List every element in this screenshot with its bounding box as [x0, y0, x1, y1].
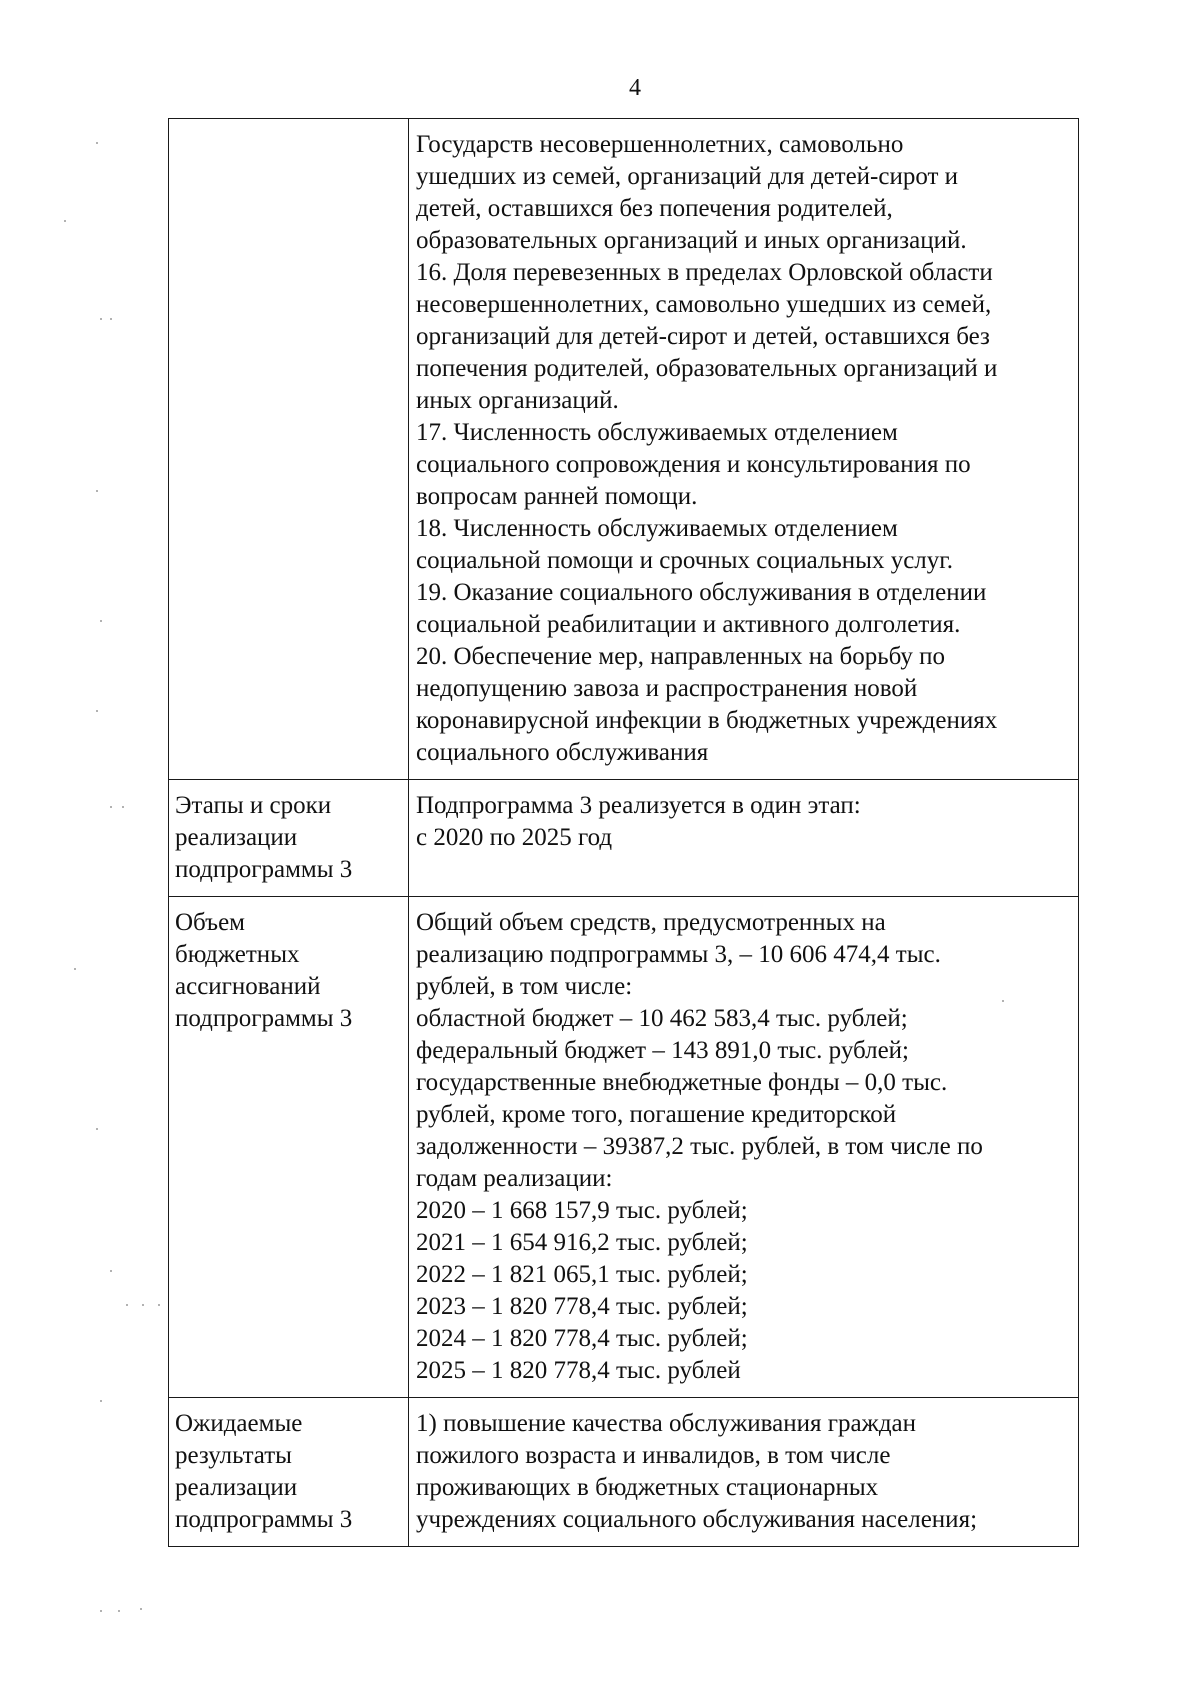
scan-speck — [140, 1608, 142, 1610]
content-line: государственные внебюджетные фонды – 0,0 тыс. — [416, 1069, 948, 1096]
content-line: рублей, в том числе: — [416, 973, 633, 1000]
content-line: образовательных организаций и иных организаций. — [416, 227, 967, 254]
content-line: 2021 – 1 654 916,2 тыс. рублей; — [416, 1229, 748, 1256]
table-row — [169, 897, 1079, 1398]
content-line: социального сопровождения и консультирования по — [416, 451, 971, 478]
content-line: попечения родителей, образовательных организаций и — [416, 355, 998, 382]
label-line: подпрограммы 3 — [175, 1506, 353, 1533]
scan-speck — [1002, 1000, 1004, 1002]
content-line: 17. Численность обслуживаемых отделением — [416, 419, 898, 446]
content-line: детей, оставшихся без попечения родителей, — [416, 195, 893, 222]
content-line: 1) повышение качества обслуживания граждан — [416, 1410, 917, 1437]
scan-speck — [142, 1304, 144, 1306]
scan-speck — [158, 1304, 160, 1306]
label-line: реализации — [175, 824, 298, 851]
label-line: бюджетных — [175, 941, 300, 968]
scan-speck — [100, 318, 102, 320]
row-label-cell — [169, 119, 409, 780]
content-line: с 2020 по 2025 год — [416, 824, 613, 851]
label-line: подпрограммы 3 — [175, 856, 353, 883]
content-line: реализацию подпрограммы 3, – 10 606 474,4 тыс. — [416, 941, 941, 968]
row-content-cell — [409, 1398, 1079, 1547]
table-row — [169, 119, 1079, 780]
scan-speck — [96, 1128, 98, 1130]
content-line: 2025 – 1 820 778,4 тыс. рублей — [416, 1357, 741, 1384]
scan-speck — [110, 806, 112, 808]
label-line: реализации — [175, 1474, 298, 1501]
row-content-cell — [409, 780, 1079, 897]
row-content-cell — [409, 897, 1079, 1398]
row-label-cell — [169, 780, 409, 897]
content-line: 16. Доля перевезенных в пределах Орловской области — [416, 259, 993, 286]
content-line: 2023 – 1 820 778,4 тыс. рублей; — [416, 1293, 748, 1320]
label-line: подпрограммы 3 — [175, 1005, 353, 1032]
scan-speck — [100, 620, 102, 622]
content-line: социального обслуживания — [416, 739, 709, 766]
content-line: проживающих в бюджетных стационарных — [416, 1474, 879, 1501]
scan-speck — [96, 710, 98, 712]
table-row — [169, 1398, 1079, 1547]
row-label-cell — [169, 1398, 409, 1547]
content-line: иных организаций. — [416, 387, 619, 414]
table-row — [169, 780, 1079, 897]
label-line: Объем — [175, 909, 245, 936]
scan-speck — [122, 806, 124, 808]
content-line: социальной реабилитации и активного долголетия. — [416, 611, 961, 638]
content-line: вопросам ранней помощи. — [416, 483, 698, 510]
scan-speck — [110, 1270, 112, 1272]
scan-speck — [100, 1610, 102, 1612]
content-line: федеральный бюджет – 143 891,0 тыс. рублей; — [416, 1037, 909, 1064]
content-line: коронавирусной инфекции в бюджетных учреждениях — [416, 707, 998, 734]
scan-speck — [64, 220, 66, 222]
content-line: 2024 – 1 820 778,4 тыс. рублей; — [416, 1325, 748, 1352]
content-line: Государств несовершеннолетних, самовольно — [416, 131, 904, 158]
scan-speck — [118, 1610, 120, 1612]
scan-speck — [96, 142, 98, 144]
page-number: 4 — [629, 75, 641, 101]
label-line: Этапы и сроки — [175, 792, 332, 819]
content-line: областной бюджет – 10 462 583,4 тыс. рублей; — [416, 1005, 908, 1032]
content-line: годам реализации: — [416, 1165, 613, 1192]
content-line: Общий объем средств, предусмотренных на — [416, 909, 886, 936]
content-line: недопущению завоза и распространения новой — [416, 675, 918, 702]
scan-speck — [110, 318, 112, 320]
scan-speck — [74, 968, 76, 970]
passport-table — [168, 118, 1079, 1547]
label-line: Ожидаемые — [175, 1410, 303, 1437]
content-line: 20. Обеспечение мер, направленных на борьбу по — [416, 643, 946, 670]
label-line: результаты — [175, 1442, 292, 1469]
content-line: 2022 – 1 821 065,1 тыс. рублей; — [416, 1261, 748, 1288]
scan-speck — [126, 1304, 128, 1306]
content-line: рублей, кроме того, погашение кредиторской — [416, 1101, 897, 1128]
content-line: задолженности – 39387,2 тыс. рублей, в том числе по — [416, 1133, 983, 1160]
row-content-cell — [409, 119, 1079, 780]
content-line: социальной помощи и срочных социальных услуг. — [416, 547, 953, 574]
content-line: 19. Оказание социального обслуживания в отделении — [416, 579, 987, 606]
content-line: учреждениях социального обслуживания населения; — [416, 1506, 978, 1533]
row-label-cell — [169, 897, 409, 1398]
content-line: ушедших из семей, организаций для детей-сирот и — [416, 163, 959, 190]
scan-speck — [96, 490, 98, 492]
label-line: ассигнований — [175, 973, 321, 1000]
scan-speck — [100, 1400, 102, 1402]
content-line: 18. Численность обслуживаемых отделением — [416, 515, 898, 542]
content-line: организаций для детей-сирот и детей, оставшихся без — [416, 323, 990, 350]
content-line: пожилого возраста и инвалидов, в том числе — [416, 1442, 891, 1469]
content-line: 2020 – 1 668 157,9 тыс. рублей; — [416, 1197, 748, 1224]
content-line: Подпрограмма 3 реализуется в один этап: — [416, 792, 861, 819]
content-line: несовершеннолетних, самовольно ушедших из семей, — [416, 291, 992, 318]
